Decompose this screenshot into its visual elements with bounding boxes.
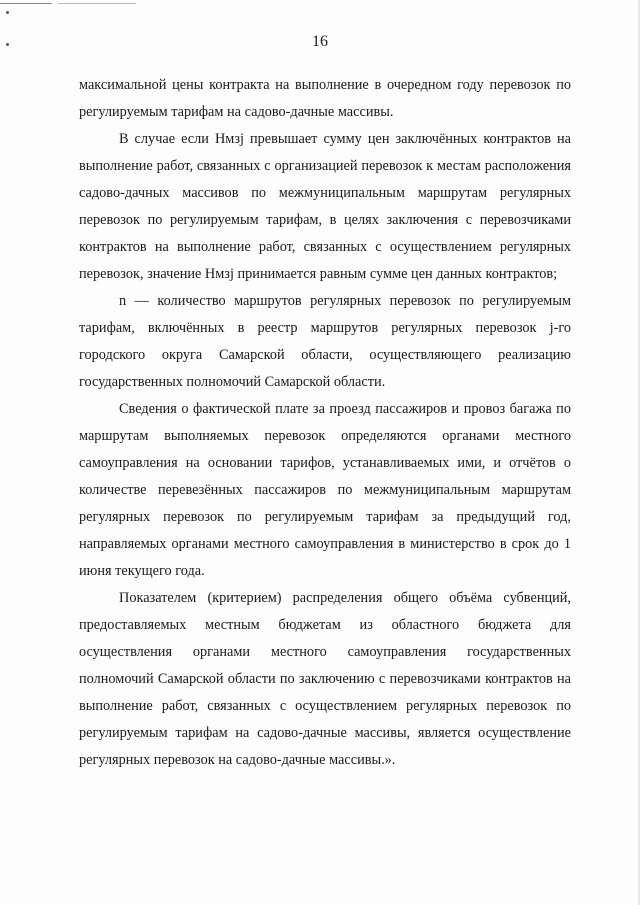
- page-number: 16: [312, 33, 328, 50]
- scan-artifact-dot: [6, 11, 9, 14]
- scan-artifact-line: [58, 3, 136, 4]
- paragraph-continuation: максимальной цены контракта на выполнение в очередном году перевозок по регулируемым тарифам на садово-дачные массивы.: [79, 77, 571, 120]
- paragraph-criterion: Показателем (критерием) распределения общего объёма субвенций, предоставляемых местным бюджетам из областного бюджета для осуществления органами местного самоуправления государственных полномочий Самарской области по заключению с перевозчиками контрактов на выполнение работ, связанных с осуществлением регулярных перевозок по регулируемым тарифам на садово-дачные массивы, является осуществление регулярных перевозок на садово-дачные массивы.».: [79, 590, 571, 768]
- paragraph-nmz-condition: В случае если Нмзj превышает сумму цен заключённых контрактов на выполнение работ, связанных с организацией перевозок к местам расположения садово-дачных массивов по межмуниципальным маршрутам регулярных перевозок по регулируемым тарифам, в целях заключения с перевозчиками контрактов на выполнение работ, связанных с осуществлением регулярных перевозок, значение Нмзj принимается равным сумме цен данных контрактов;: [79, 131, 571, 282]
- body-text: [79, 72, 571, 774]
- scan-artifact-line: [0, 3, 52, 4]
- paragraph-n-definition: n — количество маршрутов регулярных перевозок по регулируемым тарифам, включённых в реестр маршрутов регулярных перевозок j-го городского округа Самарской области, осуществляющего реализацию государственных полномочий Самарской области.: [79, 293, 571, 390]
- paragraph-fare-info: Сведения о фактической плате за проезд пассажиров и провоз багажа по маршрутам выполняемых перевозок определяются органами местного самоуправления на основании тарифов, устанавливаемых ими, и отчётов о количестве перевезённых пассажиров по межмуниципальным маршрутам регулярных перевозок по регулируемым тарифам за предыдущий год, направляемых органами местного самоуправления в министерство в срок до 1 июня текущего года.: [79, 401, 571, 579]
